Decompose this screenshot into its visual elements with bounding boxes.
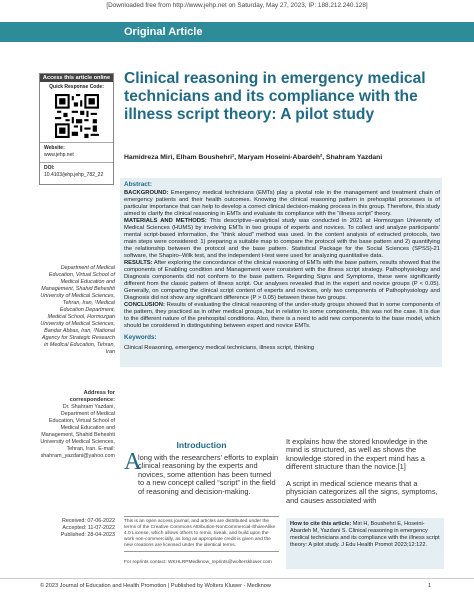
website-label: Website: [44,145,65,151]
author-list: Hamidreza Miri, Elham Boushehri¹, Maryam Hoseini-Abardeh², Shahram Yazdani [124,154,383,161]
background-label: BACKGROUND: [124,190,169,196]
reprints-contact: For reprints contact: WKHLRPMedknow_reprints@wolterskluwer.com [124,560,272,565]
qr-code-icon [55,94,99,138]
qr-label: Quick Response Code: [49,84,104,90]
section-band [0,22,474,42]
keywords-text: Clinical Reasoning, emergency medical technicians, illness script, thinking [124,345,315,351]
methods-text: This descriptive–analytical study was conducted in 2021 at Hormozgan University of Medical Sciences (HUMS) by involving EMTs in two groups of experts and novices. To collect and analyze participants’ mental script-based information, the “think aloud” method was used. In the content analysis of extracted protocols, two main steps were considered: 1) preparing a suitable map to compare the protocol with the base pattern and 2) quantifying the relationship between the protocol and the base pattern. Statistical Package for the Social Sciences (SPSS)-21 software, the Shapiro–Wilk test, and the independent t-test were used for analyzing quantitative data. [124,218,440,259]
article-title: Clinical reasoning in emergency medical technicians and its compliance with the illness script theory: A pilot study [124,70,426,123]
page-number: 1 [428,583,432,589]
access-box [39,73,114,185]
received-date: Received: 07-06-2022 [61,518,115,524]
cite-text: Miri H, Boushehri E, Hoseini-Abardeh M, Yazdani S. Clinical reasoning in emergency medical technicians and its compliance with the illness script theory: A pilot study. J Edu Health Promot 2023;12:122. [290,521,440,548]
intro-right-para-1: It explains how the stored knowledge in the mind is structured, as well as shows the knowledge stored in the expert mind has a different structure than the novice.[1] [286,437,428,472]
citation-box [286,518,444,569]
conclusion-text: Results of evaluating the clinical reasoning of the under-study groups showed that in some components of the pattern, they practiced as in other medical groups, but in relation to some components, this was not the case. It is due to the different nature of the prehospital conditions. Also, there is a need to add new components to the base model, which should be considered in distinguishing between expert and novice EMTs. [124,302,440,329]
access-box-header: Access this article online [40,74,113,82]
affiliation: Department of Medical Education, Virtual School of Medical Education and Management, Shahid Beheshti University of Medical Sciences, Tehran, Iran, ¹Medical Education Department, Medical School, Hormozgan University of Medical Sciences, Bandar Abbas, Iran, ²National Agency for Strategic Research in Medical Education, Tehran, Iran [40,265,115,355]
keywords-heading: Keywords: [124,334,157,341]
keywords-box [120,331,442,367]
doi-value[interactable]: 10.4103/jehp.jehp_782_22 [44,172,104,178]
published-date: Published: 28-04-2023 [60,532,115,538]
accepted-date: Accepted: 11-07-2022 [62,525,115,531]
footer-copyright: © 2023 Journal of Education and Health Promotion | Published by Wolters Kluwer - Medknow [40,583,271,589]
open-access-notice: This is an open access journal, and articles are distributed under the terms of the Creative Commons Attribution-NonCommercial-ShareAlike 4.0 License, which allows others to remix, tweak, and build upon the work non-commercially, as long as appropriate credit is given and the new creations are licensed under the identical terms. [124,516,279,552]
doi-label: DOI: [44,165,55,171]
results-text: After exploring the concordance of the clinical reasoning of EMTs with the base pattern, results showed that the components of Enabling condition and Management were consistent with the illness script strategy. Pathophysiology and Diagnosis components did not conform to the base pattern. Regarding Signs and Symptoms, these were significantly different from the classic pattern of illness script. Our analyses revealed that in the expert and novice groups (P < 0.05). Generally, on comparing the clinical script content of experts and novices, only two components of Pathophysiology and Diagnosis did not show any significant difference (P > 0.05) between these two groups. [124,260,440,301]
results-label: RESULTS: [124,260,153,266]
intro-lead: long with the researchers’ efforts to explain clinical reasoning by the experts and novices, some attention has been turned to a new concept called “script” in the field of reasoning and decision-making. [138,453,279,496]
cite-label: How to cite this article: [290,521,352,527]
correspondence-heading: Address for correspondence: [69,390,115,403]
intro-right-para-2: A script in medical science means that a physician categorizes all the signs, symptoms, and causes associated with [286,479,438,505]
conclusion-label: CONCLUSION: [124,302,165,308]
abstract-heading: Abstract: [124,181,153,188]
download-line: [Downloaded free from http://www.jehp.net on Saturday, May 27, 2023, IP: 188.212.240.128] [106,2,368,9]
abstract-body [124,190,440,330]
intro-dropcap: A [124,449,142,475]
methods-label: MATERIALS AND METHODS: [124,218,207,224]
background-text: Emergency medical technicians (EMTs) play a pivotal role in the management and treatment chain of emergency patients and their health outcomes. Knowing the clinical reasoning pattern in prehospital processes is of particular importance that can help to develop a correct clinical decision-making process in this group. Therefore, this study aimed to clarify the clinical reasoning in EMTs and evaluate its compliance with the “illness script” theory. [124,190,440,217]
article-dates [40,518,115,539]
website-link[interactable]: www.jehp.net [44,152,74,158]
section-label: Original Article [124,26,203,38]
abstract-box [120,178,442,331]
intro-heading: Introduction [176,440,227,450]
correspondence: Dr. Shahram Yazdani, Department of Medical Education, Virtual School of Medical Education and Management, Shahid Beheshti University of Medical Sciences, Tehran, Iran. E-mail: shahram_yazdani@yahoo.com [40,404,115,459]
footer-divider [0,578,474,579]
